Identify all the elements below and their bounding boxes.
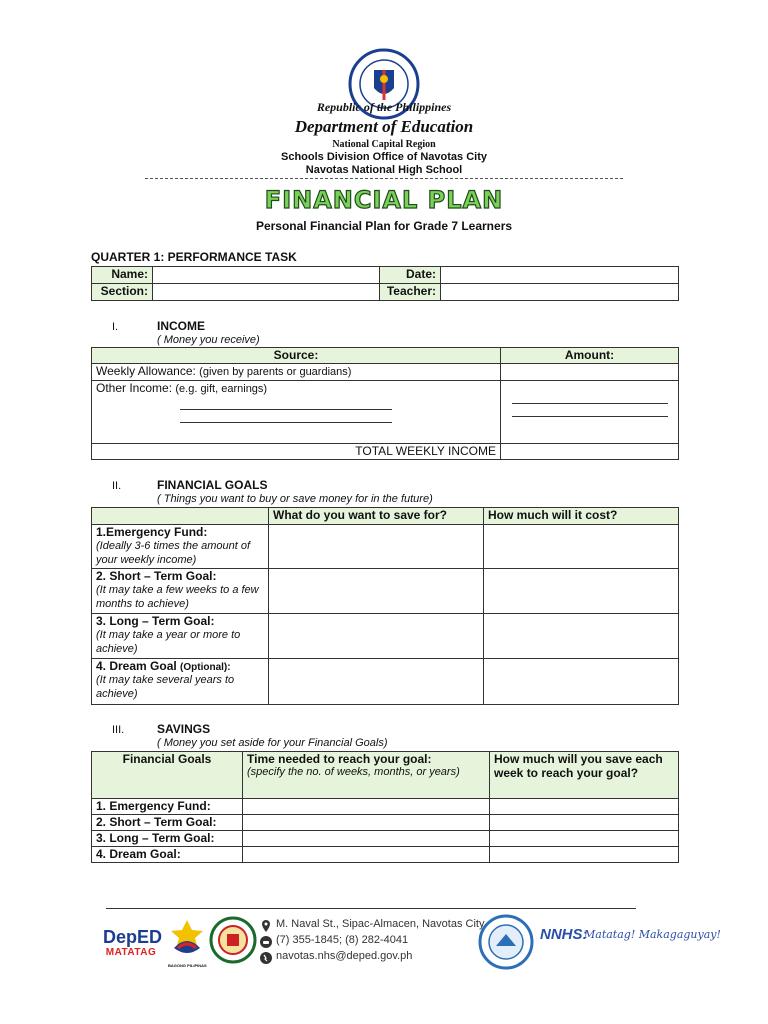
nnhs-motto: Matatag! Makagaguyay! xyxy=(584,928,721,941)
document-subtitle: Personal Financial Plan for Grade 7 Learners xyxy=(255,219,513,233)
name-field[interactable] xyxy=(153,267,380,284)
goals-col-cost: How much will it cost? xyxy=(484,508,679,525)
republic-text: Republic of the Philippines xyxy=(316,100,452,114)
income-num: I. xyxy=(112,321,119,333)
teacher-label: Teacher: xyxy=(380,284,441,301)
other-income-note: (e.g. gift, earnings) xyxy=(175,383,268,395)
goal-cost-field[interactable] xyxy=(484,659,679,705)
goal-label: 2. Short – Term Goal: xyxy=(96,569,217,583)
savings-row-label: 3. Long – Term Goal: xyxy=(92,831,243,847)
quarter-heading: QUARTER 1: PERFORMANCE TASK xyxy=(91,250,297,264)
total-weekly-income-field[interactable] xyxy=(501,444,679,460)
section-field[interactable] xyxy=(153,284,380,301)
savings-time-field[interactable] xyxy=(243,799,490,815)
income-title: INCOME xyxy=(157,319,205,333)
savings-title: SAVINGS xyxy=(157,722,211,736)
goal-desc: (Ideally 3-6 times the amount of your weekly income) xyxy=(96,540,251,566)
income-col-amount: Amount: xyxy=(501,348,679,364)
header-divider xyxy=(145,178,623,179)
school-text: Navotas National High School xyxy=(305,164,463,176)
savings-col-time: Time needed to reach your goal: xyxy=(247,752,432,766)
email-icon xyxy=(260,951,272,963)
goal-what-field[interactable] xyxy=(269,614,484,659)
savings-amount-field[interactable] xyxy=(490,799,679,815)
goal-desc: (It may take several years to achieve) xyxy=(96,674,235,700)
other-income-amount-line-1[interactable] xyxy=(512,393,668,404)
weekly-allowance-amount[interactable] xyxy=(501,364,679,381)
sdo-navotas-seal xyxy=(209,916,257,964)
goal-what-field[interactable] xyxy=(269,659,484,705)
income-table xyxy=(91,347,679,460)
goals-header-blank xyxy=(92,508,269,525)
savings-time-field[interactable] xyxy=(243,815,490,831)
department-text: Department of Education xyxy=(294,117,474,136)
weekly-allowance-label: Weekly Allowance: xyxy=(96,364,196,378)
email-text: navotas.nhs@deped.gov.ph xyxy=(276,950,413,962)
nnhs-seal xyxy=(478,914,534,970)
savings-col-time-note: (specify the no. of weeks, months, or years) xyxy=(247,766,460,778)
goals-num: II. xyxy=(112,480,122,492)
savings-amount-field[interactable] xyxy=(490,815,679,831)
savings-row-label: 1. Emergency Fund: xyxy=(92,799,243,815)
savings-amount-field[interactable] xyxy=(490,831,679,847)
goal-optional: (Optional): xyxy=(180,662,231,673)
other-income-line-1[interactable] xyxy=(180,399,392,410)
income-note: ( Money you receive) xyxy=(157,334,260,346)
savings-table xyxy=(91,751,679,863)
goal-cost-field[interactable] xyxy=(484,569,679,614)
location-icon xyxy=(260,919,272,931)
savings-col-amount: How much will you save each week to reach your goal? xyxy=(490,752,679,799)
goal-what-field[interactable] xyxy=(269,525,484,569)
goals-col-what: What do you want to save for? xyxy=(269,508,484,525)
goals-title: FINANCIAL GOALS xyxy=(157,478,268,492)
goal-cost-field[interactable] xyxy=(484,525,679,569)
name-label: Name: xyxy=(92,267,153,284)
goals-table xyxy=(91,507,679,705)
student-info-table xyxy=(91,266,679,301)
matatag-wordmark: MATATAG xyxy=(105,947,157,958)
savings-time-field[interactable] xyxy=(243,831,490,847)
savings-num: III. xyxy=(112,724,125,736)
goal-desc: (It may take a year or more to achieve) xyxy=(96,629,241,655)
address-text: M. Naval St., Sipac-Almacen, Navotas City xyxy=(276,918,485,930)
savings-row-label: 4. Dream Goal: xyxy=(92,847,243,863)
bagong-pilipinas-logo xyxy=(168,918,206,966)
other-income-line-2[interactable] xyxy=(180,410,392,423)
savings-time-field[interactable] xyxy=(243,847,490,863)
savings-amount-field[interactable] xyxy=(490,847,679,863)
division-text: Schools Division Office of Navotas City xyxy=(281,151,487,163)
document-title: FINANCIAL PLAN xyxy=(264,186,504,214)
bagong-pilipinas-text: BAGONG PILIPINAS xyxy=(168,963,207,968)
section-label: Section: xyxy=(92,284,153,301)
income-col-source: Source: xyxy=(92,348,501,364)
footer-divider xyxy=(106,908,636,909)
goal-label: 1.Emergency Fund: xyxy=(96,525,208,539)
region-text: National Capital Region xyxy=(332,139,436,150)
total-weekly-income-label: TOTAL WEEKLY INCOME xyxy=(92,444,501,460)
goal-label: 4. Dream Goal xyxy=(96,659,177,673)
other-income-label: Other Income: xyxy=(96,381,173,395)
savings-col-goals: Financial Goals xyxy=(92,752,243,799)
weekly-allowance-note: (given by parents or guardians) xyxy=(199,366,352,378)
goal-cost-field[interactable] xyxy=(484,614,679,659)
deped-logo xyxy=(103,927,163,967)
phone-text: (7) 355-1845; (8) 282-4041 xyxy=(276,934,409,946)
deped-wordmark: DepED xyxy=(103,927,163,947)
goal-desc: (It may take a few weeks to a few months to achieve) xyxy=(96,584,259,610)
goal-what-field[interactable] xyxy=(269,569,484,614)
date-field[interactable] xyxy=(441,267,679,284)
nnhs-label: NNHS: xyxy=(540,926,588,943)
date-label: Date: xyxy=(380,267,441,284)
savings-row-label: 2. Short – Term Goal: xyxy=(92,815,243,831)
savings-note: ( Money you set aside for your Financial Goals) xyxy=(157,737,388,749)
other-income-amount-line-2[interactable] xyxy=(512,404,668,417)
goal-label: 3. Long – Term Goal: xyxy=(96,614,215,628)
teacher-field[interactable] xyxy=(441,284,679,301)
phone-icon xyxy=(260,935,272,947)
goals-note: ( Things you want to buy or save money for in the future) xyxy=(157,493,433,505)
